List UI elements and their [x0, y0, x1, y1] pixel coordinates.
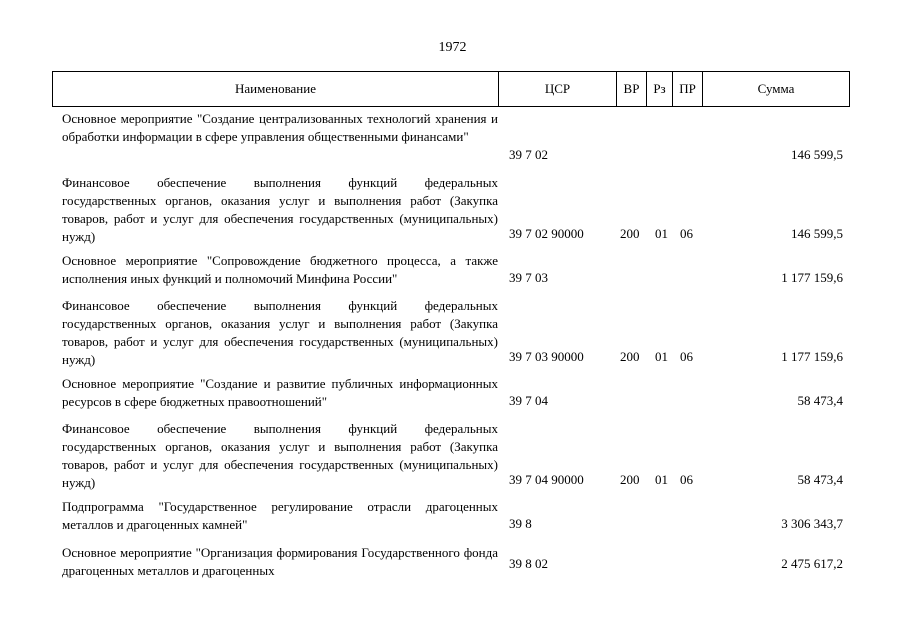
row-vr: 200	[620, 349, 640, 364]
row-csr: 39 7 02	[509, 147, 548, 162]
row-pr: 06	[680, 472, 693, 487]
row-sum: 146 599,5	[791, 226, 843, 241]
row-name: Основное мероприятие "Создание централизованных технологий хранения и обработки информации в сфере управления общественными финансами"	[62, 111, 498, 144]
row-sum: 58 473,4	[797, 393, 843, 408]
row-vr: 200	[620, 472, 640, 487]
row-sum: 1 177 159,6	[781, 349, 843, 364]
header-sum: Сумма	[702, 72, 850, 106]
row-sum: 1 177 159,6	[781, 270, 843, 285]
row-vr: 200	[620, 226, 640, 241]
row-csr: 39 7 03	[509, 270, 548, 285]
row-pr: 06	[680, 226, 693, 241]
header-rz: Рз	[646, 72, 672, 106]
row-csr: 39 7 04	[509, 393, 548, 408]
table-header	[52, 71, 850, 107]
row-name: Основное мероприятие "Организация формирования Государственного фонда драгоценных металлов и драгоценных	[62, 545, 498, 578]
row-name: Финансовое обеспечение выполнения функций федеральных государственных органов, оказания услуг и выполнения работ (Закупка товаров, работ и услуг для обеспечения государственных (муниципальных) нужд)	[62, 175, 498, 244]
row-sum: 146 599,5	[791, 147, 843, 162]
header-csr: ЦСР	[498, 72, 616, 106]
row-csr: 39 8 02	[509, 556, 548, 571]
header-name: Наименование	[52, 72, 498, 106]
header-vr: ВР	[616, 72, 646, 106]
header-pr: ПР	[672, 72, 702, 106]
row-csr: 39 7 03 90000	[509, 349, 584, 364]
page-number: 1972	[438, 40, 467, 55]
row-sum: 2 475 617,2	[781, 556, 843, 571]
row-csr: 39 8	[509, 516, 532, 531]
row-name: Основное мероприятие "Сопровождение бюджетного процесса, а также исполнения иных функций и полномочий Минфина России"	[62, 253, 498, 286]
row-name: Основное мероприятие "Создание и развитие публичных информационных ресурсов в сфере бюджетных правоотношений"	[62, 376, 498, 409]
row-rz: 01	[655, 349, 668, 364]
row-sum: 3 306 343,7	[781, 516, 843, 531]
row-name: Финансовое обеспечение выполнения функций федеральных государственных органов, оказания услуг и выполнения работ (Закупка товаров, работ и услуг для обеспечения государственных (муниципальных) нужд)	[62, 421, 498, 490]
row-rz: 01	[655, 472, 668, 487]
row-pr: 06	[680, 349, 693, 364]
row-sum: 58 473,4	[797, 472, 843, 487]
row-csr: 39 7 04 90000	[509, 472, 584, 487]
row-name: Финансовое обеспечение выполнения функций федеральных государственных органов, оказания услуг и выполнения работ (Закупка товаров, работ и услуг для обеспечения государственных (муниципальных) нужд)	[62, 298, 498, 367]
row-rz: 01	[655, 226, 668, 241]
row-csr: 39 7 02 90000	[509, 226, 584, 241]
row-name: Подпрограмма "Государственное регулирование отрасли драгоценных металлов и драгоценных камней"	[62, 499, 498, 532]
